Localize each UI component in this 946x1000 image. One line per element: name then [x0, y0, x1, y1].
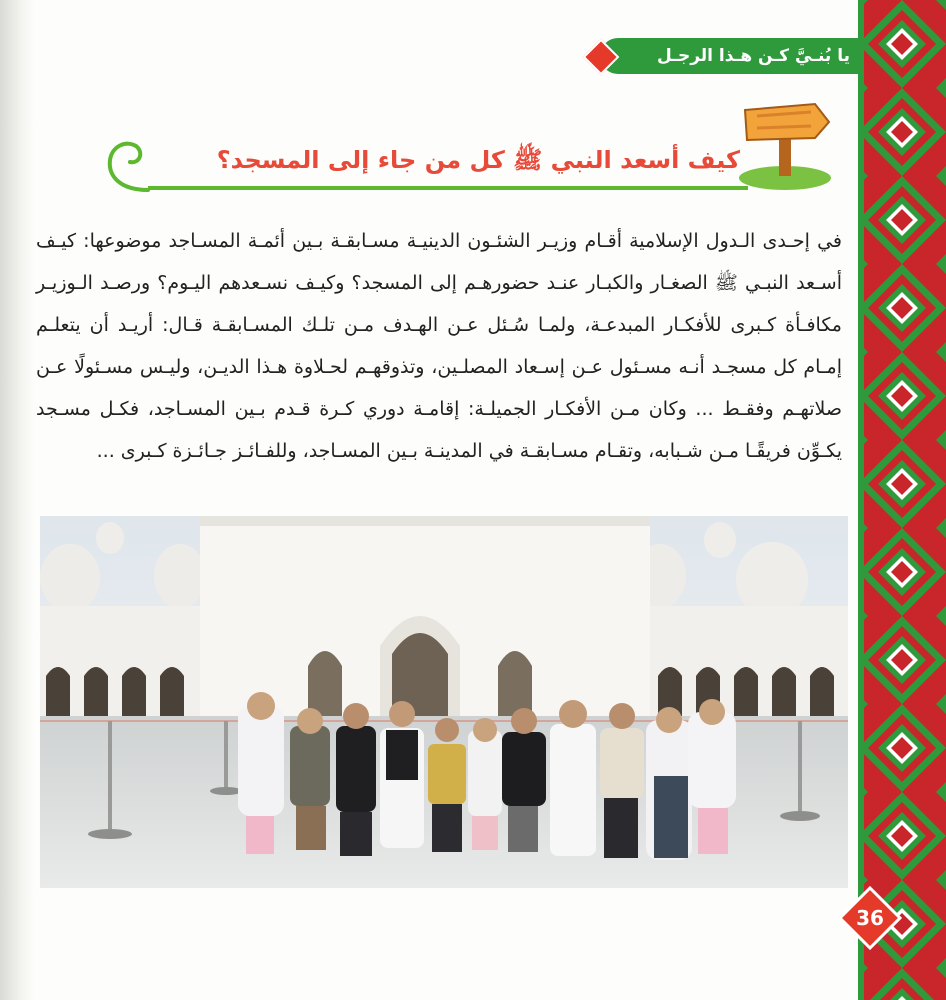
decorative-border	[858, 0, 946, 1000]
zigzag-pattern-icon	[858, 0, 946, 1000]
heading-underline	[148, 184, 748, 194]
paragraph-text: في إحـدى الـدول الإسلامية أقـام وزيـر الشئـون الدينيـة مسـابقـة بـين أئمـة المسـاجد موضوعها: كيـف أسـعد النبـي ﷺ الصغـار والكبـار عنـد حضورهـم إلى المسجد؟ وكيـف نسـعدهم اليـوم؟ ورصـد الـوزيـر مكافـأة كـبرى للأفكـار المبدعـة، ولمـا سُـئل عـن الهـدف مـن تلـك المسـابقـة قـال: أريـد أن يتعلـم إمـام كل مسجـد أنـه مسـئول عـن إسـعاد المصلـين، وتذوقهـم لحـلاوة هـذا الديـن، وليـس مسـئولًا عـن صلاتهـم وفقـط ... وكان مـن الأفكـار الجميلـة: إقامـة دوري كـرة قـدم بـين المسـاجد، فكـل مسـجد يكـوِّن فريقًـا مـن شـبابه، وتقـام مسـابقـة في المدينـة بـين المسـاجد، وللفـائـز جـائـزة كـبرى ...	[36, 230, 842, 462]
section-heading: كيف أسعد النبي ﷺ كل من جاء إلى المسجد؟	[216, 146, 740, 174]
page-spine-shadow	[0, 0, 34, 1000]
body-paragraph	[36, 220, 842, 520]
page-number: 36	[856, 906, 884, 930]
signpost-icon	[735, 96, 835, 192]
photo-illustration	[40, 516, 848, 888]
mosque-courtyard-children-photo	[40, 516, 848, 888]
chapter-title: يا بُنـيَّ كـن هـذا الرجـل	[656, 46, 850, 66]
